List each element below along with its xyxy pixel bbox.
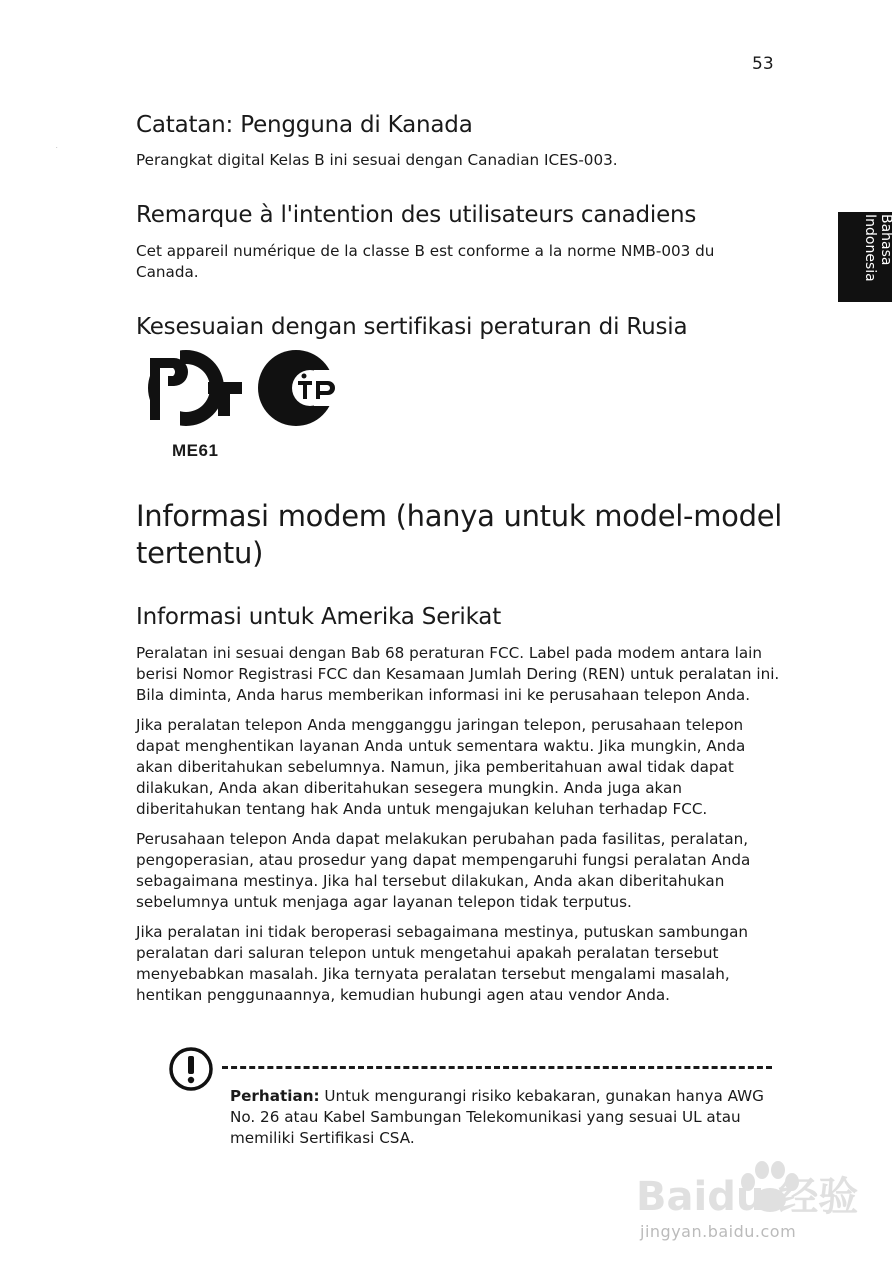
pct-logo-mark	[148, 350, 242, 426]
usa-body	[136, 643, 786, 1015]
ctp-logo-letters: TP	[56, 148, 58, 149]
chapter-title-modem: Informasi modem (hanya untuk model-model tertentu)	[136, 499, 782, 570]
ctp-certification-logo	[56, 148, 346, 428]
section-text-canada-fr: Cet appareil numérique de la classe B est conforme a la norme NMB-003 du Canada.	[136, 242, 715, 281]
usa-paragraph: Jika peralatan ini tidak beroperasi sebagaimana mestinya, putuskan sambungan peralatan dari saluran telepon untuk mengetahui apakah peralatan tersebut menyebabkan masalah. Jika ternyata peralatan tersebut mengalami masalah, hentikan penggunaannya, kemudian hubungi agen atau vendor Anda.	[136, 923, 749, 1004]
caution-divider	[222, 1066, 772, 1069]
page-number: 53	[752, 54, 774, 74]
usa-paragraph: Peralatan ini sesuai dengan Bab 68 peraturan FCC. Label pada modem antara lain berisi Nomor Registrasi FCC dan Kesamaan Jumlah Dering (REN) untuk peralatan ini. Bila diminta, Anda harus memberikan informasi ini ke perusahaan telepon Anda.	[136, 644, 780, 704]
baidu-watermark	[636, 1148, 859, 1258]
usa-paragraph: Jika peralatan telepon Anda mengganggu jaringan telepon, perusahaan telepon dapat menghentikan layanan Anda untuk sementara waktu. Jika mungkin, Anda akan diberitahukan sebelumnya. Namun, jika pemberitahuan awal tidak dapat dilakukan, Anda akan diberitahukan sesegera mungkin. Anda juga akan diberitahukan tentang hak Anda untuk mengajukan keluhan terhadap FCC.	[136, 716, 746, 818]
section-text-canada: Perangkat digital Kelas B ini sesuai dengan Canadian ICES-003.	[136, 151, 618, 169]
caution-icon	[168, 1046, 214, 1092]
watermark-brand: Baidu 经验	[636, 1174, 859, 1220]
section-title-usa: Informasi untuk Amerika Serikat	[136, 604, 502, 630]
caution-text: Untuk mengurangi risiko kebakaran, gunakan hanya AWG No. 26 atau Kabel Sambungan Telekomunikasi yang sesuai UL atau memiliki Sertifikasi CSA.	[230, 1087, 764, 1147]
caution-label: Perhatian:	[230, 1087, 320, 1105]
language-side-tab	[838, 212, 892, 302]
pct-certification-logo	[146, 348, 246, 428]
side-tab-label: Bahasa Indonesia	[862, 214, 894, 282]
section-title-canada-fr: Remarque à l'intention des utilisateurs canadiens	[136, 202, 697, 228]
section-title-russia: Kesesuaian dengan sertifikasi peraturan di Rusia	[136, 314, 688, 340]
section-title-canada: Catatan: Pengguna di Kanada	[136, 112, 473, 138]
ctp-logo-mark	[258, 350, 344, 426]
watermark-url: jingyan.baidu.com	[640, 1222, 797, 1241]
certification-code: ME61	[172, 441, 219, 460]
caution-note	[230, 1086, 770, 1149]
usa-paragraph: Perusahaan telepon Anda dapat melakukan perubahan pada fasilitas, peralatan, pengoperasian, atau prosedur yang dapat mempengaruhi fungsi peralatan Anda sebagaimana mestinya. Jika hal tersebut dilakukan, Anda akan diberitahukan sebelumnya untuk menjaga agar layanan telepon tidak terputus.	[136, 830, 751, 911]
